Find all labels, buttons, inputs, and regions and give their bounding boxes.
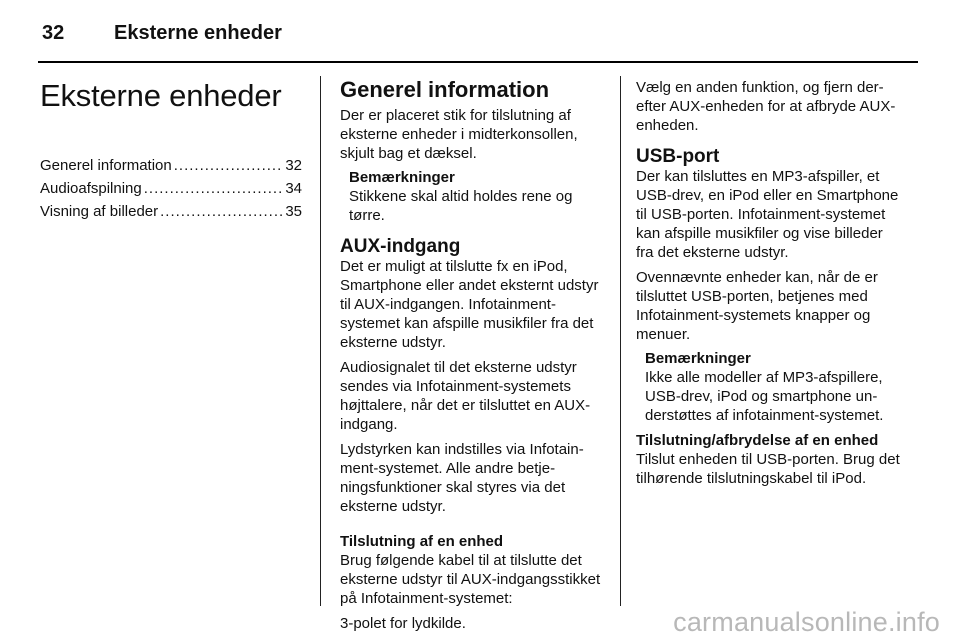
running-title: Eksterne enheder — [114, 22, 282, 44]
usb-paragraph: Ovennævnte enheder kan, når de er tilsluttet USB-porten, betjenes med Infotainment-systemets knapper og menuer. — [636, 269, 878, 343]
general-info-column — [340, 78, 602, 639]
toc-entry-page: 35 — [285, 203, 302, 220]
chapter-title: Eksterne enheder — [40, 78, 282, 113]
toc-entry[interactable] — [40, 154, 302, 177]
note-box — [645, 350, 904, 425]
toc-column — [40, 78, 302, 223]
connection-heading: Tilslutning/afbrydelse af en enhed — [636, 432, 879, 449]
page-number: 32 — [42, 22, 65, 44]
note-title: Bemærkninger — [645, 350, 751, 367]
continued-paragraph: Vælg en anden funktion, og fjern derefter AUX-enheden for at afbryde AUX-enheden. — [636, 79, 896, 134]
usb-column — [636, 78, 904, 494]
aux-paragraph: Det er muligt at tilslutte fx en iPod, Smartphone eller andet eksternt udstyr til AUX-indgangen. Infotainmentsystemet kan afspille musikfiler fra det eksterne udstyr. — [340, 258, 599, 351]
intro-paragraph: Der er placeret stik for tilslutning af eksterne enheder i midterkonsollen, skjult bag et dæksel. — [340, 107, 578, 162]
aux-heading: AUX-indgang — [340, 236, 461, 257]
toc-entry-page: 34 — [285, 180, 302, 197]
connect-heading: Tilslutning af en enhed — [340, 533, 504, 550]
toc-leader-dots — [144, 177, 284, 200]
toc-leader-dots — [160, 200, 283, 223]
note-text: Stikkene skal altid holdes rene og tørre. — [349, 188, 573, 224]
column-divider — [320, 76, 321, 606]
toc-entry-text: Generel information — [40, 157, 172, 174]
note-text: Ikke alle modeller af MP3-afspillere, USB-drev, iPod og smartphone understøttes af infotainment-systemet. — [645, 369, 884, 424]
section-heading: Generel information — [340, 77, 550, 102]
toc-entry-page: 32 — [285, 157, 302, 174]
connection-paragraph: Tilslut enheden til USB-porten. Brug det tilhørende tilslutningskabel til iPod. — [636, 451, 900, 487]
header-divider — [38, 61, 918, 63]
toc-entry-text: Visning af billeder — [40, 203, 159, 220]
usb-paragraph: Der kan tilsluttes en MP3-afspiller, et USB-drev, en iPod eller en Smartphone til USB-porten. Infotainment-systemet kan afspille musikfiler og vise billeder fra det eksterne udstyr. — [636, 168, 899, 261]
connect-paragraph: 3-polet for lydkilde. — [340, 615, 466, 632]
toc-entry[interactable] — [40, 200, 302, 223]
note-box — [349, 169, 602, 225]
toc-entry[interactable] — [40, 177, 302, 200]
usb-heading: USB-port — [636, 146, 720, 167]
connect-paragraph: Brug følgende kabel til at tilslutte det eksterne udstyr til AUX-indgangsstikket på Infotainment-systemet: — [340, 552, 601, 607]
note-title: Bemærkninger — [349, 169, 455, 186]
aux-paragraph: Audiosignalet til det eksterne udstyr sendes via Infotainment-systemets højttalere, når det er tilsluttet en AUX-indgang. — [340, 359, 591, 433]
toc-leader-dots — [174, 154, 284, 177]
toc-entry-text: Audioafspilning — [40, 180, 142, 197]
column-divider — [620, 76, 621, 606]
aux-paragraph: Lydstyrken kan indstilles via Infotainment-systemet. Alle andre betjeningsfunktioner skal styres via det eksterne udstyr. — [340, 441, 584, 515]
watermark-text: carmanualsonline.info — [673, 607, 940, 637]
